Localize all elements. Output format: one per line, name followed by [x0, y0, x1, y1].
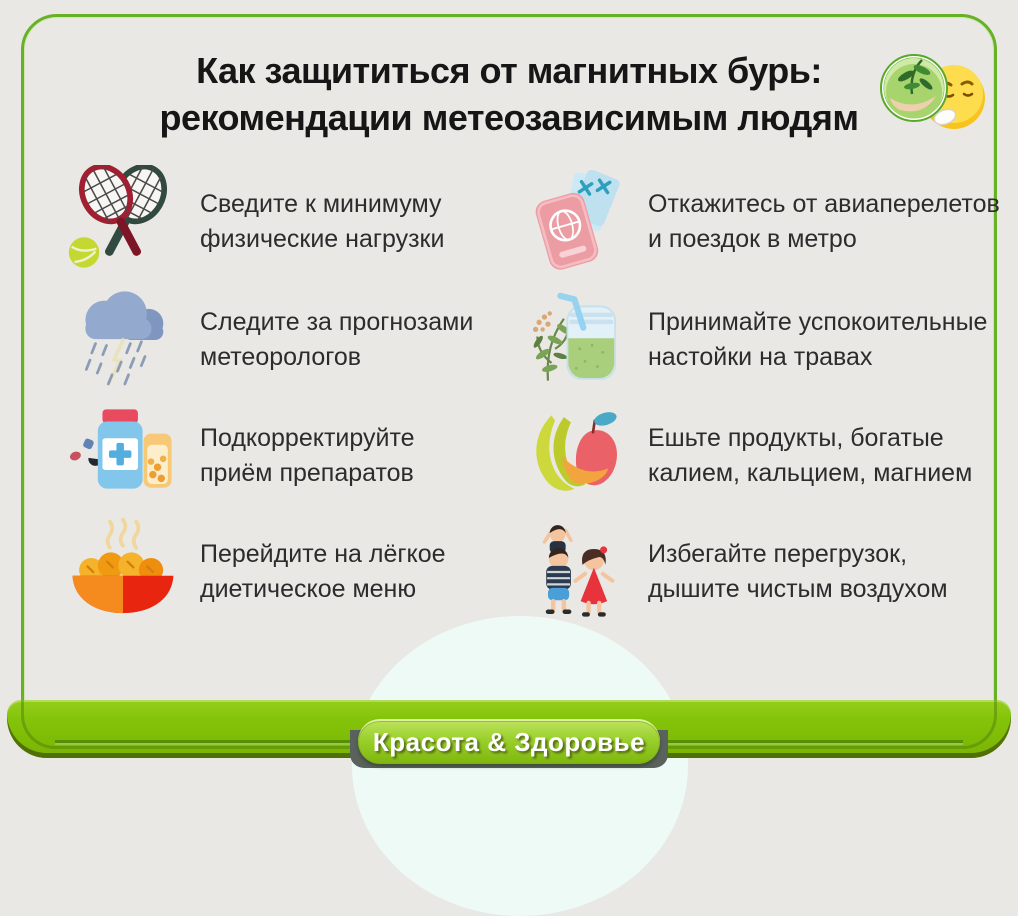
passport-tickets-icon: [524, 166, 632, 278]
item-label: Перейдите на лёгкое диетическое меню: [200, 539, 446, 603]
beauty-health-logo: [878, 50, 990, 144]
brand-badge-label: Красота & Здоровье: [372, 727, 646, 757]
herbal-tincture-icon: [524, 284, 632, 396]
list-item: [62, 284, 502, 396]
item-label: Следите за прогнозами метеорологов: [200, 307, 474, 371]
nature-circle-icon: [881, 55, 947, 121]
list-item: [62, 516, 502, 628]
list-item: [62, 166, 502, 278]
list-item: [524, 166, 1000, 278]
fruits-icon: [524, 400, 632, 512]
tennis-rackets-icon: [62, 166, 184, 278]
rain-cloud-icon: [62, 284, 184, 396]
title-line-1: Как защититься от магнитных бурь:: [196, 50, 822, 91]
footer-groove-left: [55, 740, 355, 743]
item-label: Ешьте продукты, богатые калием, кальцием, магнием: [648, 423, 973, 487]
medicines-icon: [62, 400, 184, 512]
title-line-2: рекомендации метеозависимым людям: [159, 96, 859, 138]
item-label: Избегайте перегрузок, дышите чистым воздухом: [648, 539, 948, 603]
item-label: Сведите к минимуму физические нагрузки: [200, 189, 445, 253]
list-item: [524, 516, 994, 628]
footer-groove-right: [663, 740, 963, 743]
logo-graphic: [878, 50, 990, 144]
list-item: [524, 400, 994, 512]
diet-meal-icon: [62, 516, 184, 628]
item-label: Подкорректируйте приём препаратов: [200, 423, 415, 487]
brand-badge: [358, 719, 660, 764]
list-item: [62, 400, 502, 512]
family-icon: [524, 516, 632, 628]
item-label: Принимайте успокоительные настойки на травах: [648, 307, 988, 371]
page-title: [0, 48, 1018, 142]
item-label: Откажитесь от авиаперелетов и поездок в метро: [648, 189, 1000, 253]
list-item: [524, 284, 994, 396]
